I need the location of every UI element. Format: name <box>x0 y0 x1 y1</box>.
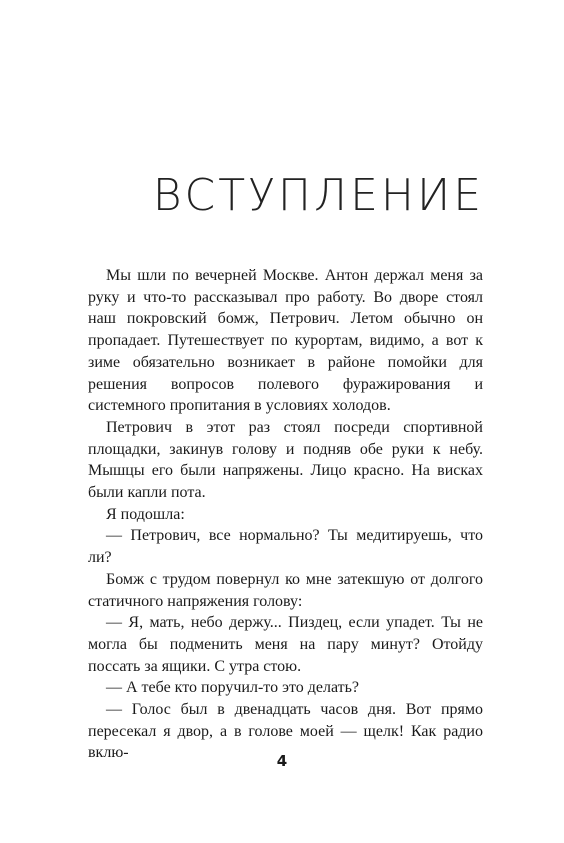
paragraph: — Я, мать, небо держу... Пиздец, если упадет. Ты не могла бы подменить меня на пару минут? Отойду поссать за ящики. С утра стою. <box>88 614 483 675</box>
body-text <box>88 265 483 764</box>
paragraph: Петрович в этот раз стоял посреди спортивной площадки, закинув голову и подняв обе руки к небу. Мышцы его были напряжены. Лицо красно. На висках были капли пота. <box>88 418 483 502</box>
paragraph: — Голос был в двенадцать часов дня. Вот прямо пересекал я двор, а в голове моей — щелк! Как радио вклю- <box>88 701 483 762</box>
paragraph: — А тебе кто поручил-то это делать? <box>106 679 360 697</box>
page-number: 4 <box>276 752 288 770</box>
paragraph: Я подошла: <box>106 505 185 523</box>
paragraph: — Петрович, все нормально? Ты медитируешь, что ли? <box>88 527 483 567</box>
chapter-title: ВСТУПЛЕНИЕ <box>152 170 484 221</box>
paragraph: Бомж с трудом повернул ко мне затекшую от долгого статичного напряжения голову: <box>88 570 483 610</box>
paragraph: Мы шли по вечерней Москве. Антон держал меня за руку и что-то рассказывал про работу. Во дворе стоял наш покровский бомж, Петрович. Летом обычно он пропадает. Путешествует по курортам, видимо, а вот к зиме обязательно возникает в районе помойки для решения вопросов полевого фуражирования и системного пропитания в условиях холодов. <box>88 267 483 415</box>
